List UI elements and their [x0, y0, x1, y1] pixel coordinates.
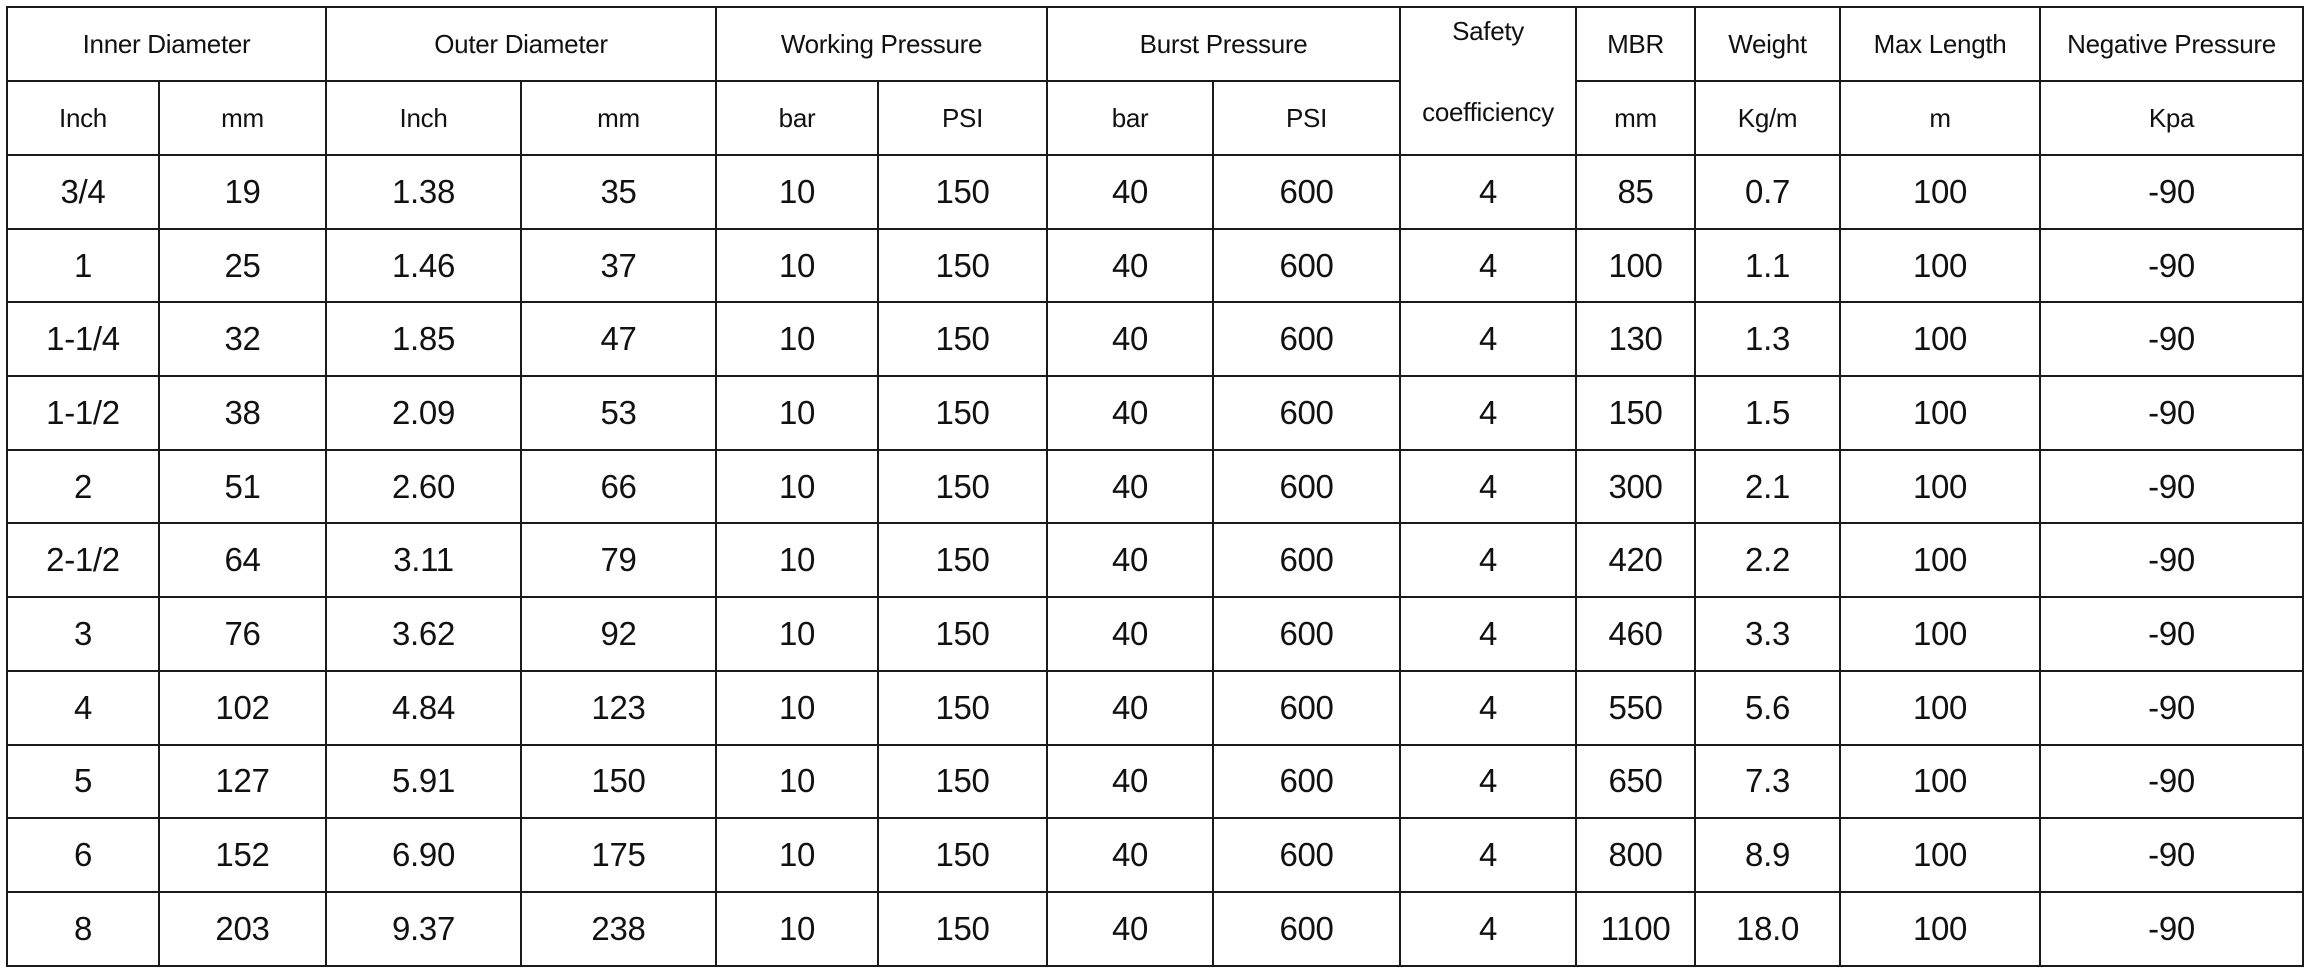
cell-burst-psi: 600	[1213, 229, 1400, 303]
cell-inner-inch: 1-1/2	[7, 376, 159, 450]
cell-burst-bar: 40	[1047, 818, 1213, 892]
cell-weight: 2.1	[1695, 450, 1840, 524]
cell-working-bar: 10	[716, 376, 878, 450]
cell-negative-pressure: -90	[2040, 450, 2303, 524]
hose-spec-table	[6, 6, 2304, 967]
cell-outer-mm: 53	[521, 376, 716, 450]
cell-weight: 1.5	[1695, 376, 1840, 450]
cell-burst-bar: 40	[1047, 376, 1213, 450]
cell-outer-inch: 1.85	[326, 302, 521, 376]
cell-working-psi: 150	[878, 450, 1047, 524]
cell-inner-mm: 38	[159, 376, 326, 450]
cell-working-bar: 10	[716, 450, 878, 524]
cell-safety: 4	[1400, 155, 1576, 229]
table-row	[7, 597, 2303, 671]
cell-inner-mm: 76	[159, 597, 326, 671]
cell-safety: 4	[1400, 229, 1576, 303]
cell-weight: 1.1	[1695, 229, 1840, 303]
cell-outer-inch: 1.46	[326, 229, 521, 303]
cell-inner-mm: 152	[159, 818, 326, 892]
cell-max-length: 100	[1840, 155, 2040, 229]
cell-negative-pressure: -90	[2040, 523, 2303, 597]
cell-burst-bar: 40	[1047, 671, 1213, 745]
cell-inner-inch: 2-1/2	[7, 523, 159, 597]
cell-safety: 4	[1400, 818, 1576, 892]
cell-working-bar: 10	[716, 229, 878, 303]
cell-mbr: 100	[1576, 229, 1695, 303]
table-row	[7, 155, 2303, 229]
cell-burst-psi: 600	[1213, 376, 1400, 450]
cell-max-length: 100	[1840, 450, 2040, 524]
cell-negative-pressure: -90	[2040, 597, 2303, 671]
cell-burst-bar: 40	[1047, 523, 1213, 597]
cell-inner-inch: 3/4	[7, 155, 159, 229]
cell-working-bar: 10	[716, 597, 878, 671]
cell-burst-psi: 600	[1213, 892, 1400, 966]
header-weight: Weight	[1695, 7, 1840, 81]
cell-inner-inch: 3	[7, 597, 159, 671]
cell-working-psi: 150	[878, 892, 1047, 966]
table-row	[7, 892, 2303, 966]
cell-working-psi: 150	[878, 376, 1047, 450]
cell-working-bar: 10	[716, 302, 878, 376]
cell-inner-mm: 19	[159, 155, 326, 229]
cell-max-length: 100	[1840, 229, 2040, 303]
cell-outer-inch: 3.62	[326, 597, 521, 671]
cell-outer-mm: 175	[521, 818, 716, 892]
cell-burst-psi: 600	[1213, 523, 1400, 597]
cell-working-psi: 150	[878, 523, 1047, 597]
cell-weight: 5.6	[1695, 671, 1840, 745]
cell-mbr: 130	[1576, 302, 1695, 376]
cell-negative-pressure: -90	[2040, 155, 2303, 229]
cell-burst-bar: 40	[1047, 155, 1213, 229]
table-row	[7, 671, 2303, 745]
cell-safety: 4	[1400, 597, 1576, 671]
cell-outer-inch: 6.90	[326, 818, 521, 892]
group-header-row	[7, 7, 2303, 81]
table-row	[7, 523, 2303, 597]
cell-burst-psi: 600	[1213, 818, 1400, 892]
cell-burst-psi: 600	[1213, 155, 1400, 229]
cell-weight: 3.3	[1695, 597, 1840, 671]
unit-max-length-m: m	[1840, 81, 2040, 155]
cell-outer-inch: 1.38	[326, 155, 521, 229]
cell-mbr: 1100	[1576, 892, 1695, 966]
cell-burst-bar: 40	[1047, 597, 1213, 671]
cell-safety: 4	[1400, 376, 1576, 450]
table-row	[7, 745, 2303, 819]
cell-outer-mm: 92	[521, 597, 716, 671]
cell-weight: 18.0	[1695, 892, 1840, 966]
unit-inner-inch: Inch	[7, 81, 159, 155]
cell-negative-pressure: -90	[2040, 671, 2303, 745]
cell-outer-inch: 5.91	[326, 745, 521, 819]
cell-inner-mm: 32	[159, 302, 326, 376]
cell-outer-inch: 4.84	[326, 671, 521, 745]
header-outer-diameter: Outer Diameter	[326, 7, 716, 81]
cell-burst-bar: 40	[1047, 892, 1213, 966]
cell-negative-pressure: -90	[2040, 229, 2303, 303]
cell-negative-pressure: -90	[2040, 376, 2303, 450]
cell-inner-mm: 51	[159, 450, 326, 524]
unit-header-row	[7, 81, 2303, 155]
cell-burst-psi: 600	[1213, 671, 1400, 745]
cell-weight: 8.9	[1695, 818, 1840, 892]
unit-outer-mm: mm	[521, 81, 716, 155]
cell-outer-mm: 123	[521, 671, 716, 745]
unit-working-bar: bar	[716, 81, 878, 155]
cell-max-length: 100	[1840, 671, 2040, 745]
cell-working-psi: 150	[878, 155, 1047, 229]
cell-inner-inch: 6	[7, 818, 159, 892]
cell-working-bar: 10	[716, 892, 878, 966]
cell-inner-inch: 8	[7, 892, 159, 966]
cell-outer-mm: 37	[521, 229, 716, 303]
cell-working-psi: 150	[878, 597, 1047, 671]
header-negative-pressure: Negative Pressure	[2040, 7, 2303, 81]
cell-outer-inch: 2.60	[326, 450, 521, 524]
cell-negative-pressure: -90	[2040, 892, 2303, 966]
cell-outer-mm: 66	[521, 450, 716, 524]
cell-burst-psi: 600	[1213, 450, 1400, 524]
cell-mbr: 550	[1576, 671, 1695, 745]
unit-burst-psi: PSI	[1213, 81, 1400, 155]
cell-burst-psi: 600	[1213, 597, 1400, 671]
cell-mbr: 650	[1576, 745, 1695, 819]
cell-outer-mm: 79	[521, 523, 716, 597]
cell-safety: 4	[1400, 302, 1576, 376]
cell-outer-inch: 3.11	[326, 523, 521, 597]
cell-inner-mm: 203	[159, 892, 326, 966]
cell-inner-inch: 5	[7, 745, 159, 819]
cell-burst-bar: 40	[1047, 450, 1213, 524]
cell-burst-psi: 600	[1213, 302, 1400, 376]
cell-outer-mm: 35	[521, 155, 716, 229]
table-row	[7, 450, 2303, 524]
cell-negative-pressure: -90	[2040, 745, 2303, 819]
header-max-length: Max Length	[1840, 7, 2040, 81]
cell-burst-bar: 40	[1047, 229, 1213, 303]
cell-outer-inch: 9.37	[326, 892, 521, 966]
cell-inner-inch: 1-1/4	[7, 302, 159, 376]
cell-max-length: 100	[1840, 523, 2040, 597]
unit-outer-inch: Inch	[326, 81, 521, 155]
cell-negative-pressure: -90	[2040, 302, 2303, 376]
header-safety-coefficiency	[1400, 7, 1576, 155]
cell-safety: 4	[1400, 523, 1576, 597]
cell-inner-mm: 127	[159, 745, 326, 819]
unit-inner-mm: mm	[159, 81, 326, 155]
cell-weight: 1.3	[1695, 302, 1840, 376]
cell-safety: 4	[1400, 671, 1576, 745]
cell-mbr: 460	[1576, 597, 1695, 671]
unit-negative-kpa: Kpa	[2040, 81, 2303, 155]
cell-mbr: 300	[1576, 450, 1695, 524]
cell-working-bar: 10	[716, 155, 878, 229]
cell-mbr: 420	[1576, 523, 1695, 597]
cell-working-psi: 150	[878, 745, 1047, 819]
cell-inner-inch: 1	[7, 229, 159, 303]
cell-outer-mm: 47	[521, 302, 716, 376]
header-mbr: MBR	[1576, 7, 1695, 81]
cell-inner-inch: 2	[7, 450, 159, 524]
cell-max-length: 100	[1840, 892, 2040, 966]
cell-inner-mm: 102	[159, 671, 326, 745]
header-burst-pressure: Burst Pressure	[1047, 7, 1400, 81]
cell-max-length: 100	[1840, 745, 2040, 819]
cell-safety: 4	[1400, 450, 1576, 524]
header-inner-diameter: Inner Diameter	[7, 7, 326, 81]
cell-working-psi: 150	[878, 229, 1047, 303]
cell-outer-inch: 2.09	[326, 376, 521, 450]
cell-working-bar: 10	[716, 818, 878, 892]
table-row	[7, 376, 2303, 450]
cell-working-bar: 10	[716, 671, 878, 745]
cell-safety: 4	[1400, 745, 1576, 819]
cell-working-bar: 10	[716, 745, 878, 819]
cell-mbr: 85	[1576, 155, 1695, 229]
cell-weight: 7.3	[1695, 745, 1840, 819]
cell-burst-bar: 40	[1047, 302, 1213, 376]
cell-mbr: 800	[1576, 818, 1695, 892]
table-row	[7, 302, 2303, 376]
unit-burst-bar: bar	[1047, 81, 1213, 155]
header-working-pressure: Working Pressure	[716, 7, 1047, 81]
cell-outer-mm: 150	[521, 745, 716, 819]
cell-burst-bar: 40	[1047, 745, 1213, 819]
cell-max-length: 100	[1840, 302, 2040, 376]
header-safety: Safety	[1452, 16, 1524, 46]
cell-working-psi: 150	[878, 302, 1047, 376]
table-row	[7, 229, 2303, 303]
unit-coefficiency: coefficiency	[1422, 97, 1554, 127]
table-row	[7, 818, 2303, 892]
cell-weight: 2.2	[1695, 523, 1840, 597]
unit-mbr-mm: mm	[1576, 81, 1695, 155]
unit-working-psi: PSI	[878, 81, 1047, 155]
cell-inner-inch: 4	[7, 671, 159, 745]
cell-safety: 4	[1400, 892, 1576, 966]
cell-working-psi: 150	[878, 818, 1047, 892]
cell-max-length: 100	[1840, 597, 2040, 671]
cell-inner-mm: 64	[159, 523, 326, 597]
cell-outer-mm: 238	[521, 892, 716, 966]
cell-working-psi: 150	[878, 671, 1047, 745]
cell-weight: 0.7	[1695, 155, 1840, 229]
cell-working-bar: 10	[716, 523, 878, 597]
cell-burst-psi: 600	[1213, 745, 1400, 819]
unit-weight-kgm: Kg/m	[1695, 81, 1840, 155]
cell-max-length: 100	[1840, 818, 2040, 892]
cell-mbr: 150	[1576, 376, 1695, 450]
cell-inner-mm: 25	[159, 229, 326, 303]
cell-max-length: 100	[1840, 376, 2040, 450]
cell-negative-pressure: -90	[2040, 818, 2303, 892]
